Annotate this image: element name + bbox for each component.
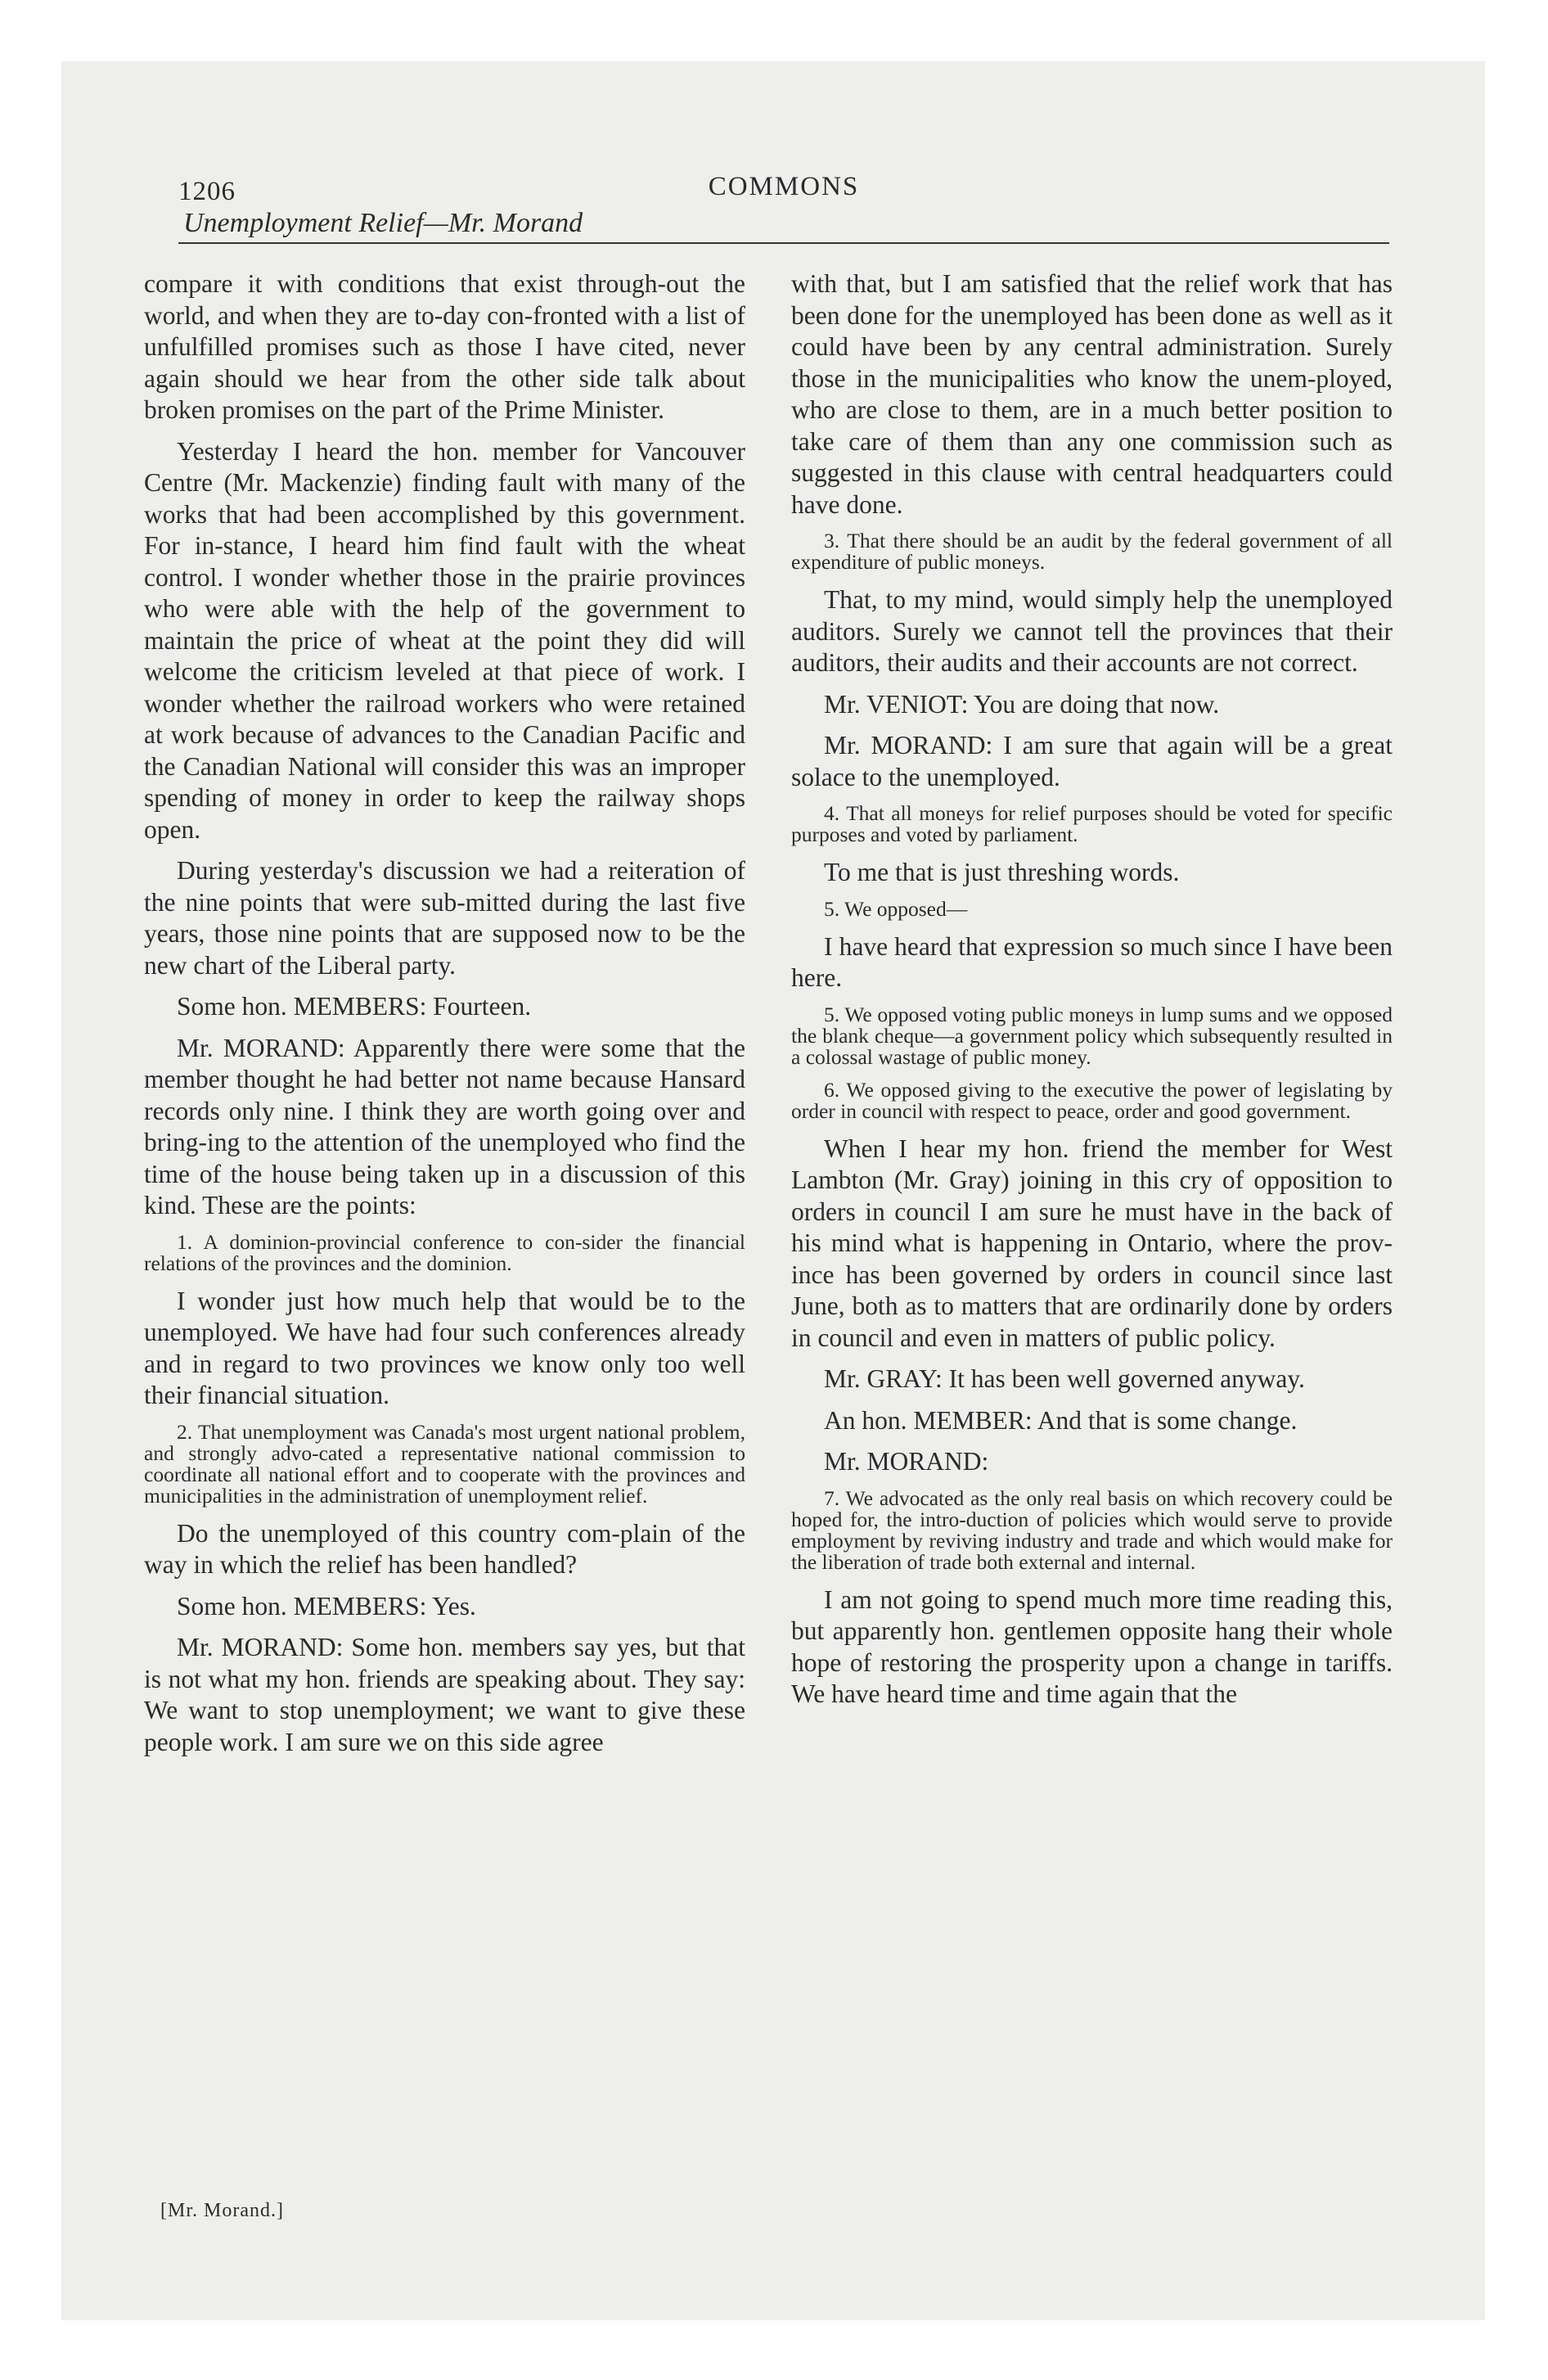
speaker-interjection: Mr. MORAND: bbox=[824, 1447, 989, 1476]
paragraph: Mr. MORAND: I am sure that again will be a great solace to the unemployed. bbox=[791, 731, 1393, 791]
paragraph: Mr. MORAND: Apparently there were some that the member thought he had better not name because Hansard records only nine. I think they are worth going over and bring-ing to the attention of the unemployed who find the time of the house being taken up in a discussion of this kind. These are the points: bbox=[144, 1033, 745, 1219]
numbered-point: 2. That unemployment was Canada's most urgent national problem, and strongly advo-cated a representative national commission to coordinate all national effort and to cooperate with the provinces and municipalities in the administration of unemployment relief. bbox=[144, 1419, 745, 1508]
paragraph: I am not going to spend much more time reading this, but apparently hon. gentlemen opposite hang their whole hope of restoring the prosperity upon a change in tariffs. We have heard time and time again that the bbox=[791, 1584, 1393, 1708]
numbered-point: 5. We opposed— bbox=[824, 896, 968, 921]
numbered-point: 6. We opposed giving to the executive the power of legislating by order in council with respect to peace, order and good government. bbox=[791, 1077, 1393, 1123]
numbered-point: 4. That all moneys for relief purposes should be voted for specific purposes and voted by parliament. bbox=[791, 801, 1393, 846]
paragraph: During yesterday's discussion we had a reiteration of the nine points that were sub-mitted during the last five years, those nine points that are supposed now to be the new chart of the Liberal party. bbox=[144, 856, 745, 980]
paragraph: I have heard that expression so much since I have been here. bbox=[791, 931, 1393, 992]
paragraph: compare it with conditions that exist through-out the world, and when they are to-day con-fronted with a list of unfulfilled promises such as those I have cited, never again should we hear from the other side talk about broken promises on the part of the Prime Minister. bbox=[144, 269, 745, 424]
paragraph: Mr. MORAND: Some hon. members say yes, but that is not what my hon. friends are speaking about. They say: We want to stop unemployment; we want to give these people work. I am sure we on this side agree bbox=[144, 1633, 745, 1756]
running-subtitle: Unemployment Relief—Mr. Morand bbox=[183, 208, 583, 238]
paragraph: with that, but I am satisfied that the relief work that has been done for the unemployed has been done as well as it could have been by any central administration. Surely those in the municipalities who know the unem-ployed, who are close to them, are in a much better position to take care of them than any one commission such as suggested in this clause with central headquarters could have done. bbox=[791, 269, 1393, 519]
paragraph: To me that is just threshing words. bbox=[824, 858, 1180, 886]
paragraph: Do the unemployed of this country com-plain of the way in which the relief has been handled? bbox=[144, 1518, 745, 1579]
paragraph: Yesterday I heard the hon. member for Vancouver Centre (Mr. Mackenzie) finding fault with many of the works that had been accomplished by this government. For in-stance, I heard him find fault with the wheat control. I wonder whether those in the prairie provinces who were able with the help of the government to maintain the price of wheat at the point they did will welcome the criticism leveled at that piece of work. I wonder whether the railroad workers who were retained at work because of advances to the Canadian Pacific and the Canadian National will consider this was an improper spending of money in order to keep the railway shops open. bbox=[144, 436, 745, 844]
numbered-point: 5. We opposed voting public moneys in lump sums and we opposed the blank cheque—a government policy which subsequently resulted in a colossal wastage of public money. bbox=[791, 1002, 1393, 1069]
left-column bbox=[144, 268, 745, 1768]
numbered-point: 1. A dominion-provincial conference to con-sider the financial relations of the provinces and the dominion. bbox=[144, 1229, 745, 1275]
paragraph: That, to my mind, would simply help the unemployed auditors. Surely we cannot tell the provinces that their auditors, their audits and their accounts are not correct. bbox=[791, 585, 1393, 677]
speaker-interjection: Some hon. MEMBERS: Yes. bbox=[177, 1591, 476, 1620]
numbered-point: 3. That there should be an audit by the federal government of all expenditure of public moneys. bbox=[791, 529, 1393, 574]
numbered-point: 7. We advocated as the only real basis on which recovery could be hoped for, the intro-duction of policies which would serve to provide employment by reviving industry and trade and which would make for the liberation of trade both external and internal. bbox=[791, 1485, 1393, 1574]
speaker-interjection: Some hon. MEMBERS: Fourteen. bbox=[177, 992, 532, 1021]
paragraph: I wonder just how much help that would be to the unemployed. We have had four such conferences already and in regard to two provinces we know only too well their financial situation. bbox=[144, 1286, 745, 1409]
right-column bbox=[791, 268, 1393, 1720]
header-rule bbox=[178, 242, 1389, 244]
speaker-interjection: An hon. MEMBER: And that is some change. bbox=[824, 1405, 1298, 1435]
speaker-interjection: Mr. GRAY: It has been well governed anyway. bbox=[824, 1364, 1305, 1393]
section-title: COMMONS bbox=[708, 172, 860, 201]
footer-speaker-ref: [Mr. Morand.] bbox=[160, 2200, 284, 2221]
page-number: 1206 bbox=[178, 177, 236, 206]
page-header bbox=[178, 172, 1389, 254]
paragraph: When I hear my hon. friend the member for West Lambton (Mr. Gray) joining in this cry of opposition to orders in council I am sure he must have in the back of his mind what is happening in Ontario, where the prov-ince has been governed by orders in council since last June, both as to matters that are ordinarily done by orders in council and even in matters of public policy. bbox=[791, 1134, 1393, 1352]
speaker-interjection: Mr. VENIOT: You are doing that now. bbox=[824, 689, 1220, 719]
